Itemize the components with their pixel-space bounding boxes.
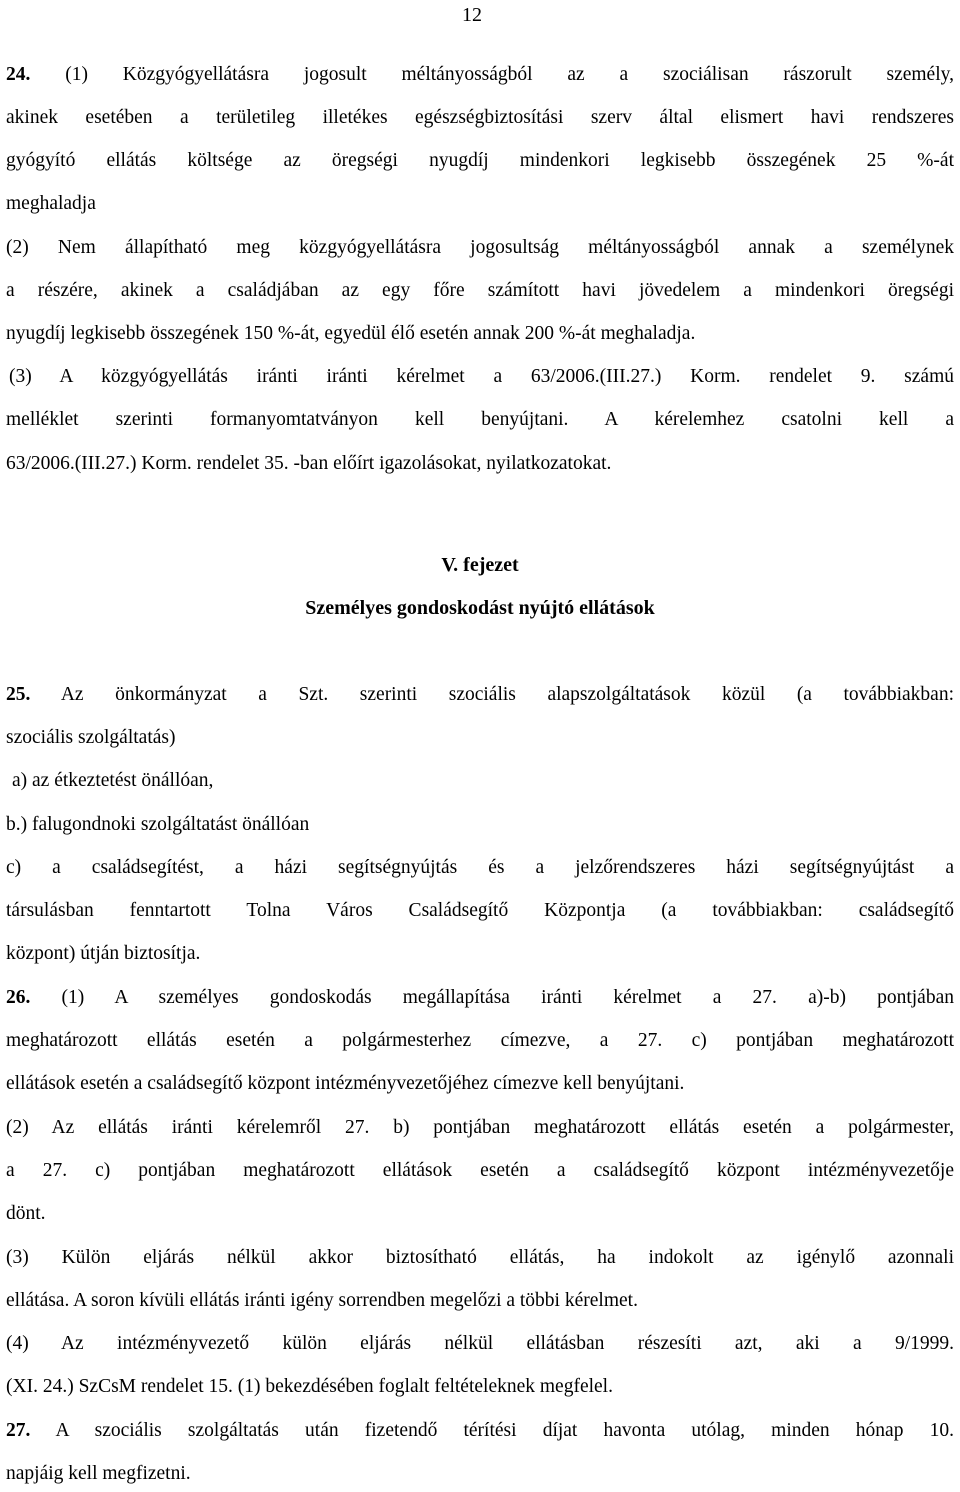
section-25-item-c-line-3: központ) útján biztosítja. bbox=[6, 943, 201, 964]
section-25-line-2: szociális szolgáltatás) bbox=[6, 727, 176, 748]
section-26-line-3: ellátások esetén a családsegítő központ intézményvezetőjéhez címezve kell benyújtani. bbox=[6, 1073, 685, 1094]
section-24-2-line-1: (2) Nem állapítható meg közgyógyellátásra jogosultság méltányosságból annak a személynek bbox=[6, 237, 954, 258]
section-24-3-line-1: (3) A közgyógyellátás iránti iránti kérelmet a 63/2006.(III.27.) Korm. rendelet 9. számú bbox=[9, 366, 954, 387]
section-26-2-line-1: (2) Az ellátás iránti kérelemről 27. b) pontjában meghatározott ellátás esetén a polgármester, bbox=[6, 1117, 954, 1138]
section-24-line-1: 24. (1) Közgyógyellátásra jogosult méltányosságból az a szociálisan rászorult személy, bbox=[6, 64, 954, 85]
section-26-2-line-2: a 27. c) pontjában meghatározott ellátások esetén a családsegítő központ intézményvezetője bbox=[6, 1160, 954, 1181]
section-25-item-c-line-2: társulásban fenntartott Tolna Város Családsegítő Központja (a továbbiakban: családsegítő bbox=[6, 900, 954, 921]
section-24-line-3: gyógyító ellátás költsége az öregségi nyugdíj mindenkori legkisebb összegének 25 %-át bbox=[6, 150, 954, 171]
section-number: 24. bbox=[6, 64, 31, 85]
chapter-subtitle: Személyes gondoskodást nyújtó ellátások bbox=[305, 597, 655, 619]
section-26-4-line-1: (4) Az intézményvezető külön eljárás nélkül ellátásban részesíti azt, aki a 9/1999. bbox=[6, 1333, 954, 1354]
section-25-item-c-line-1: c) a családsegítést, a házi segítségnyújtás és a jelzőrendszeres házi segítségnyújtást a bbox=[6, 857, 954, 878]
section-27-line-2: napjáig kell megfizetni. bbox=[6, 1463, 191, 1484]
section-25-item-b: b.) falugondnoki szolgáltatást önállóan bbox=[6, 814, 310, 835]
section-24-3-line-2: melléklet szerinti formanyomtatványon kell benyújtani. A kérelemhez csatolni kell a bbox=[6, 409, 954, 430]
section-26-2-line-3: dönt. bbox=[6, 1203, 46, 1224]
section-26-line-2: meghatározott ellátás esetén a polgármesterhez címezve, a 27. c) pontjában meghatározott bbox=[6, 1030, 954, 1051]
section-26-line-1: 26. (1) A személyes gondoskodás megállapítása iránti kérelmet a 27. a)-b) pontjában bbox=[6, 987, 954, 1008]
section-25-line-1: 25. Az önkormányzat a Szt. szerinti szociális alapszolgáltatások közül (a továbbiakban: bbox=[6, 684, 954, 705]
section-26-3-line-2: ellátása. A soron kívüli ellátás iránti igény sorrendben megelőzi a többi kérelmet. bbox=[6, 1290, 638, 1311]
section-25-item-a: a) az étkeztetést önállóan, bbox=[12, 770, 214, 791]
section-26-4-line-2: (XI. 24.) SzCsM rendelet 15. (1) bekezdésében foglalt feltételeknek megfelel. bbox=[6, 1376, 613, 1397]
section-27-line-1: 27. A szociális szolgáltatás után fizetendő térítési díjat havonta utólag, minden hónap 10. bbox=[6, 1420, 954, 1441]
section-26-3-line-1: (3) Külön eljárás nélkül akkor biztosítható ellátás, ha indokolt az igénylő azonnali bbox=[6, 1247, 954, 1268]
section-number: 26. bbox=[6, 987, 31, 1008]
section-24-line-2: akinek esetében a területileg illetékes egészségbiztosítási szerv által elismert havi rendszeres bbox=[6, 107, 954, 128]
section-24-2-line-3: nyugdíj legkisebb összegének 150 %-át, egyedül élő esetén annak 200 %-át meghaladja. bbox=[6, 323, 696, 344]
section-24-line-4: meghaladja bbox=[6, 193, 96, 214]
section-number: 27. bbox=[6, 1420, 31, 1441]
section-24-3-line-3: 63/2006.(III.27.) Korm. rendelet 35. -ban előírt igazolásokat, nyilatkozatokat. bbox=[6, 453, 612, 474]
page-number: 12 bbox=[462, 4, 482, 26]
section-number: 25. bbox=[6, 684, 31, 705]
section-24-2-line-2: a részére, akinek a családjában az egy főre számított havi jövedelem a mindenkori öregségi bbox=[6, 280, 954, 301]
chapter-title: V. fejezet bbox=[441, 554, 519, 576]
